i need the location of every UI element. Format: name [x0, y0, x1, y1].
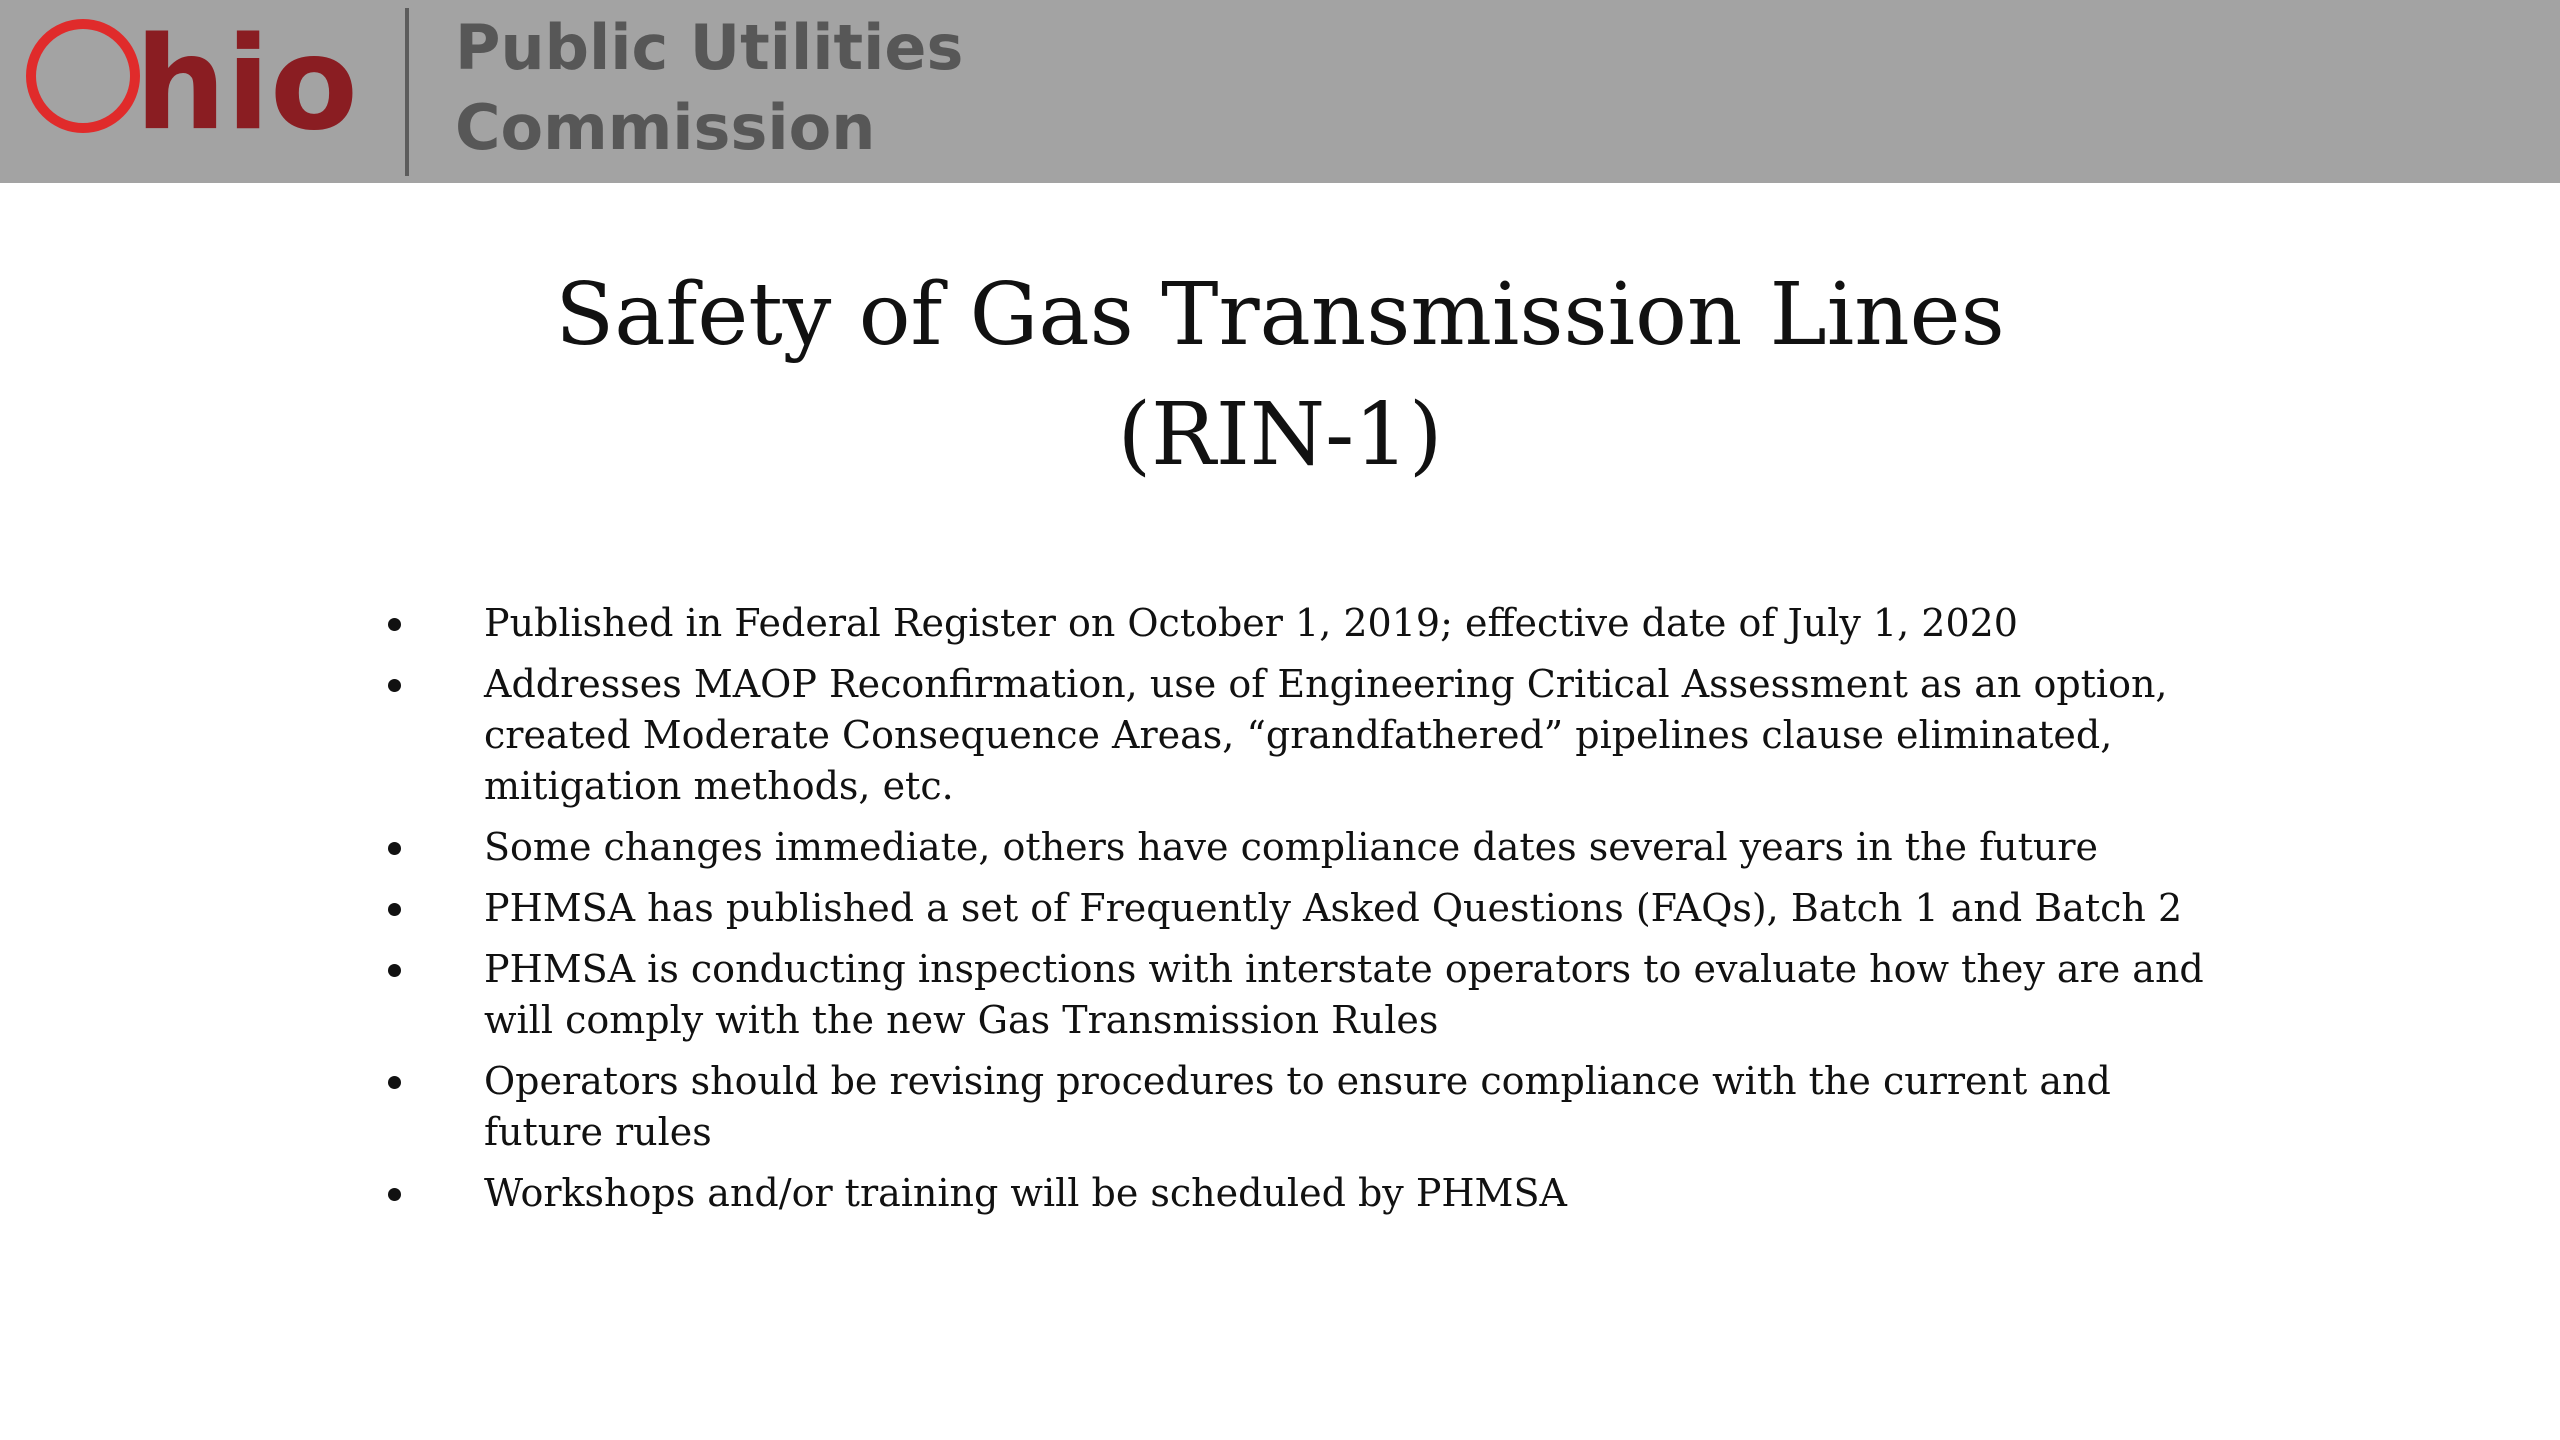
bullet-item	[380, 822, 2210, 873]
bullet-item	[380, 598, 2210, 649]
slide-title-line2: (RIN-1)	[1117, 385, 1443, 485]
header-divider	[405, 8, 409, 176]
ohio-logo-letters: hio	[135, 10, 358, 158]
agency-name-line2: Commission	[455, 91, 876, 164]
bullet-text: Some changes immediate, others have compliance dates several years in the future	[484, 825, 2098, 869]
bullet-item	[380, 944, 2210, 1046]
bullet-dot-icon	[388, 618, 401, 631]
bullet-list	[380, 598, 2210, 1229]
slide-title	[0, 255, 2560, 495]
bullet-item	[380, 1168, 2210, 1219]
ohio-logo	[20, 8, 380, 158]
bullet-dot-icon	[388, 1188, 401, 1201]
bullet-text: Operators should be revising procedures to ensure compliance with the current and future rules	[484, 1059, 2111, 1154]
bullet-dot-icon	[388, 842, 401, 855]
header-banner	[0, 0, 2560, 183]
slide-title-line1: Safety of Gas Transmission Lines	[555, 265, 2005, 365]
bullet-text: Published in Federal Register on October 1, 2019; effective date of July 1, 2020	[484, 601, 2018, 645]
bullet-dot-icon	[388, 964, 401, 977]
bullet-item	[380, 1056, 2210, 1158]
bullet-item	[380, 883, 2210, 934]
ohio-logo-ring	[31, 24, 135, 128]
bullet-dot-icon	[388, 1076, 401, 1089]
agency-name	[455, 8, 963, 168]
agency-name-line1: Public Utilities	[455, 11, 964, 84]
bullet-text: Workshops and/or training will be scheduled by PHMSA	[484, 1171, 1567, 1215]
bullet-item	[380, 659, 2210, 812]
bullet-dot-icon	[388, 679, 401, 692]
ohio-logo-mark	[20, 8, 380, 158]
bullet-text: Addresses MAOP Reconfirmation, use of Engineering Critical Assessment as an option, created Moderate Consequence Areas, “grandfathered” pipelines clause eliminated, mitigation methods, etc.	[484, 662, 2168, 808]
bullet-text: PHMSA is conducting inspections with interstate operators to evaluate how they are and will comply with the new Gas Transmission Rules	[484, 947, 2204, 1042]
bullet-dot-icon	[388, 903, 401, 916]
bullet-text: PHMSA has published a set of Frequently Asked Questions (FAQs), Batch 1 and Batch 2	[484, 886, 2183, 930]
